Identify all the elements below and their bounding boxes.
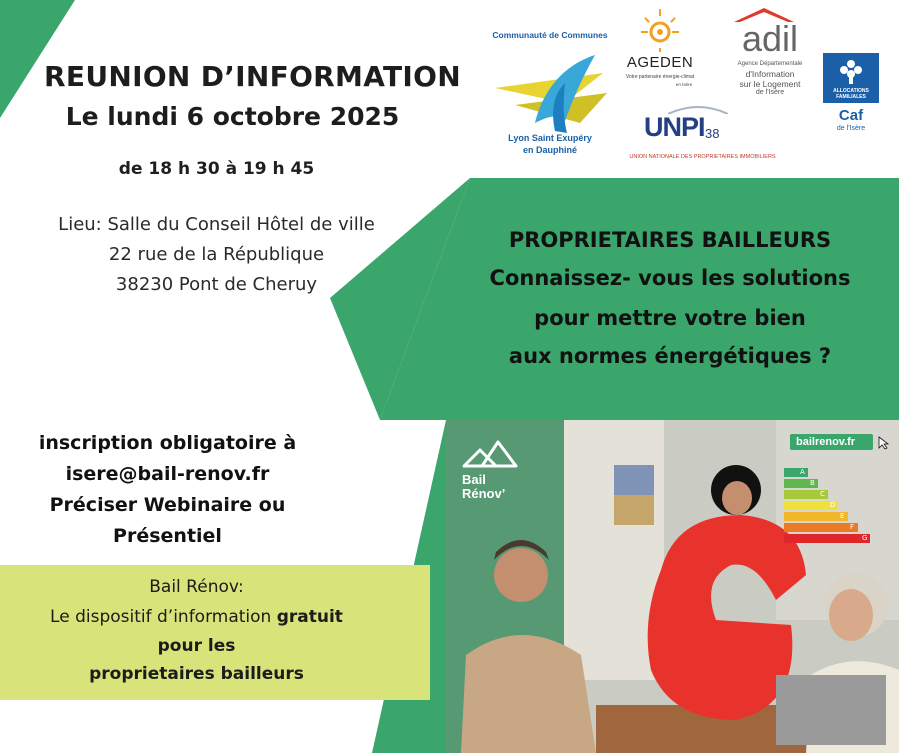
green-banner [380,178,899,420]
ageden-name: AGEDEN [626,54,694,71]
headline-line-2: Connaissez- vous les solutions [489,266,851,290]
unpi-subtitle: UNION NATIONALE DES PROPRIETAIRES IMMOBILIERS [629,154,776,160]
bail-renov-line-1 [0,607,393,627]
bail-renov-line-2: pour les [157,636,236,656]
bail-renov-brand-line-1: Bail [462,472,486,487]
registration-line-4: Présentiel [113,525,222,547]
adil-subtitle-1: Agence Départementale [737,61,803,67]
registration-line-3: Préciser Webinaire ou [49,494,286,516]
caf-tree-icon [836,58,866,84]
adil-logo [726,6,814,98]
caf-logo [823,53,879,137]
energy-labels [784,468,884,548]
headline-line-3: pour mettre votre bien [534,306,806,330]
bail-renov-line-1-bold: gratuit [276,607,343,627]
ccl-logo-bottom-text-1: Lyon Saint Exupéry [508,133,592,143]
bail-renov-logo-icon [462,436,518,468]
energy-label-c: C [820,490,825,498]
ageden-logo [614,8,706,93]
adil-name: adil [741,18,799,59]
energy-label-g: G [862,534,868,542]
ccl-logo-top-text: Communauté de Communes [492,30,608,40]
registration-line-1: inscription obligatoire à [38,432,297,454]
ccl-logo [490,28,610,163]
campaign-photo [446,420,899,753]
energy-label-e: E [840,512,845,520]
energy-label-a: A [800,468,805,476]
event-time: de 18 h 30 à 19 h 45 [118,159,315,179]
unpi-name: UNPI [644,112,705,142]
event-title: REUNION D’INFORMATION [44,60,461,93]
registration-email[interactable]: isere@bail-renov.fr [65,463,270,485]
energy-label-d: D [830,501,836,509]
headline-line-4: aux normes énergétiques ? [508,344,832,368]
top-left-green-triangle [0,0,75,118]
energy-label-f: F [850,523,855,531]
caf-name: Caf [838,107,864,124]
ageden-subtitle: Votre partenaire énergie-climat [625,74,695,80]
event-date: Le lundi 6 octobre 2025 [65,102,400,131]
ccl-dolphin-icon [495,43,607,138]
location-line-2: 22 rue de la République [108,244,325,265]
caf-subtitle: de l'Isère [836,125,866,132]
sun-icon [640,8,680,52]
cursor-icon [878,436,890,450]
unpi-logo [620,100,785,166]
site-badge[interactable] [790,434,873,450]
bail-renov-title: Bail Rénov: [149,577,244,597]
adil-subtitle-4: de l'Isère [755,89,785,96]
ccl-logo-bottom-text-2: en Dauphiné [522,145,577,155]
bail-renov-line-3: proprietaires bailleurs [89,664,304,684]
location-line-3: 38230 Pont de Cheruy [115,274,318,295]
energy-label-b: B [810,479,815,487]
site-badge-text: bailrenov.fr [796,436,856,448]
adil-subtitle-2: d'Information [745,69,795,79]
adil-subtitle-3: sur le Logement [739,79,801,89]
caf-top-text: ALLOCATIONS FAMILIALES [833,88,869,100]
bail-renov-brand-line-2: Rénov’ [462,486,506,501]
ageden-subtitle-2: en Isère [675,82,693,87]
headline-line-1: PROPRIETAIRES BAILLEURS [508,228,832,252]
bail-renov-line-1-plain: Le dispositif d’information [50,607,272,627]
unpi-number: 38 [705,126,720,141]
location-line-1: Lieu: Salle du Conseil Hôtel de ville [58,214,375,235]
